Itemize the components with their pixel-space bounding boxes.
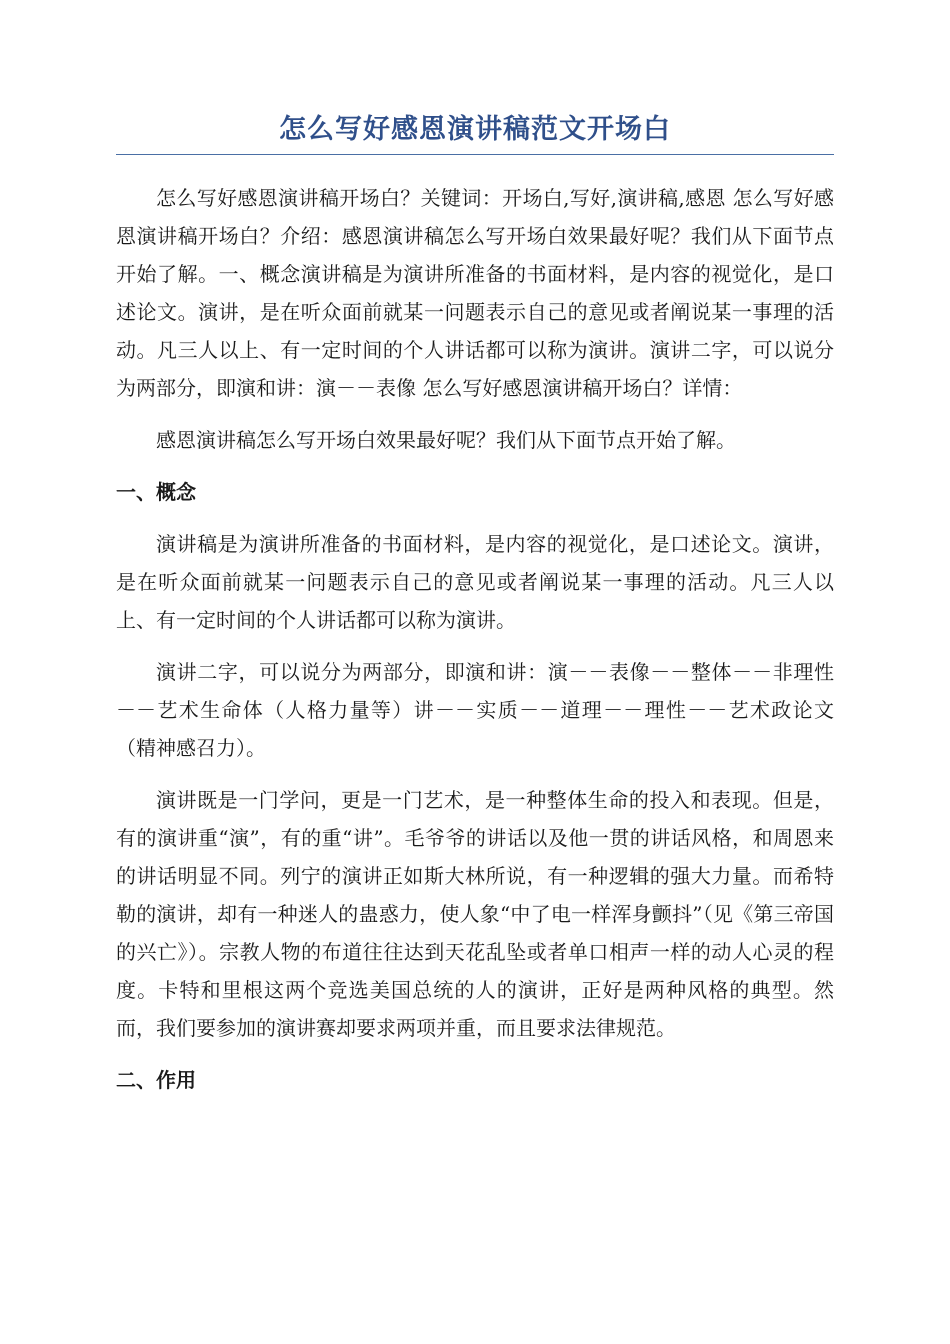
intro-paragraph: 怎么写好感恩演讲稿开场白？关键词：开场白,写好,演讲稿,感恩 怎么写好感恩演讲稿开场白？介绍：感恩演讲稿怎么写开场白效果最好呢？我们从下面节点开始了解。一、概念演讲稿是为演讲所准备的书面材料，是内容的视觉化，是口述论文。演讲，是在听众面前就某一问题表示自己的意见或者阐说某一事理的活动。凡三人以上、有一定时间的个人讲话都可以称为演讲。演讲二字，可以说分为两部分，即演和讲：演－－表像 怎么写好感恩演讲稿开场白？详情： [116,186,834,400]
concept-paragraph-3: 演讲既是一门学问，更是一门艺术，是一种整体生命的投入和表现。但是，有的演讲重“演”，有的重“讲”。毛爷爷的讲话以及他一贯的讲话风格，和周恩来的讲话明显不同。列宁的演讲正如斯大林所说，有一种逻辑的强大力量。而希特勒的演讲，却有一种迷人的蛊惑力，使人象“中了电一样浑身颤抖”（见《第三帝国的兴亡》）。宗教人物的布道往往达到天花乱坠或者单口相声一样的动人心灵的程度。卡特和里根这两个竞选美国总统的人的演讲，正好是两种风格的典型。然而，我们要参加的演讲赛却要求两项并重，而且要求法律规范。 [116,788,834,1040]
lead-paragraph: 感恩演讲稿怎么写开场白效果最好呢？我们从下面节点开始了解。 [156,428,736,452]
section-heading-concept: 一、概念 [116,480,196,504]
document-page [116,108,834,1113]
concept-paragraph-2: 演讲二字，可以说分为两部分，即演和讲：演－－表像－－整体－－非理性－－艺术生命体（人格力量等）讲－－实质－－道理－－理性－－艺术政论文（精神感召力）。 [116,660,834,760]
section-heading-function: 二、作用 [116,1068,196,1092]
concept-paragraph-1: 演讲稿是为演讲所准备的书面材料，是内容的视觉化，是口述论文。演讲，是在听众面前就某一问题表示自己的意见或者阐说某一事理的活动。凡三人以上、有一定时间的个人讲话都可以称为演讲。 [116,532,834,632]
document-title: 怎么写好感恩演讲稿范文开场白 [116,108,834,155]
document-body [116,179,834,1099]
